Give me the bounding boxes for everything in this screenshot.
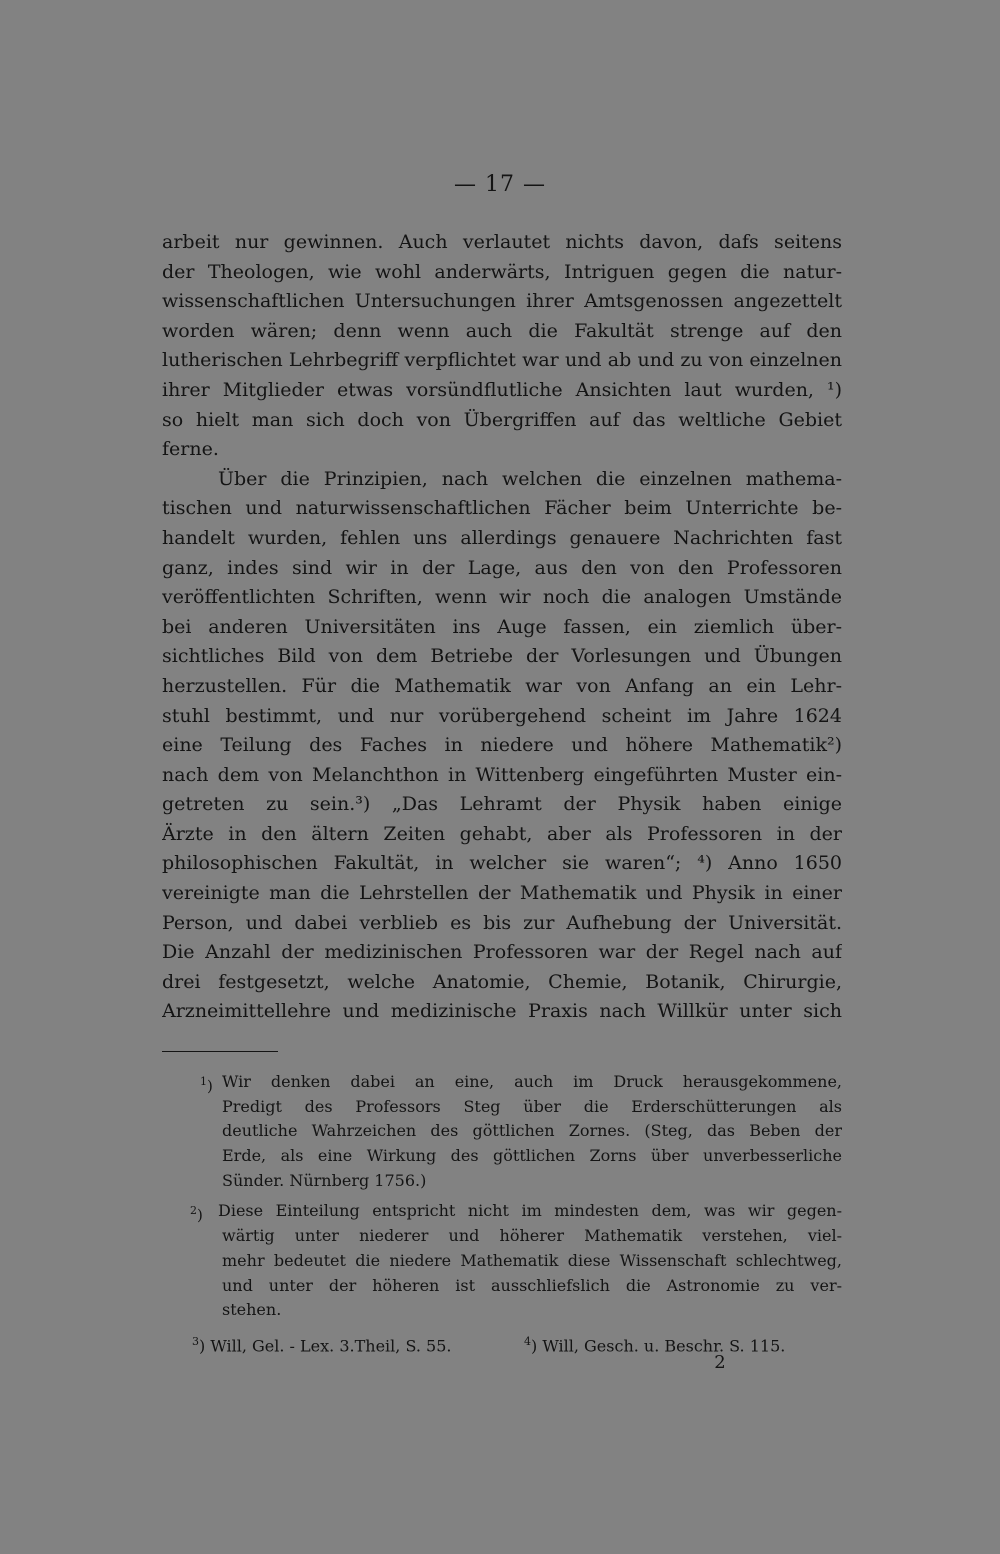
- text-line: Arzneimittellehre und medizinische Praxis nach Willkür unter sich: [162, 1000, 842, 1023]
- text-line: ganz, indes sind wir in der Lage, aus den von den Professoren: [162, 556, 842, 579]
- footnote-line: und unter der höheren ist ausschliefslich die Astronomie zu ver-: [222, 1275, 842, 1295]
- text-line: ferne.: [162, 438, 219, 461]
- text-line: stuhl bestimmt, und nur vorübergehend scheint im Jahre 1624: [162, 704, 842, 727]
- footnote-line: wärtig unter niederer und höherer Mathematik verstehen, viel-: [222, 1226, 842, 1246]
- main-text: [162, 228, 842, 1027]
- text-line: drei festgesetzt, welche Anatomie, Chemie, Botanik, Chirurgie,: [162, 970, 842, 993]
- text-line: ihrer Mitglieder etwas vorsündflutliche Ansichten laut wurden, ¹): [162, 378, 842, 401]
- footnote-2: [162, 1199, 842, 1322]
- text-line: eine Teilung des Faches in niedere und höhere Mathematik²): [162, 734, 842, 757]
- text-line: nach dem von Melanchthon in Wittenberg eingeführten Muster ein-: [162, 763, 842, 786]
- text-line: vereinigte man die Lehrstellen der Mathematik und Physik in einer: [162, 882, 842, 905]
- footnote-line: Sünder. Nürnberg 1756.): [222, 1170, 427, 1190]
- text-line: wissenschaftlichen Untersuchungen ihrer Amtsgenossen angezettelt: [162, 290, 842, 313]
- text-line: der Theologen, wie wohl anderwärts, Intriguen gegen die natur-: [162, 260, 842, 283]
- footnotes: [162, 1070, 842, 1355]
- footnote-line: Predigt des Professors Steg über die Erderschütterungen als: [222, 1096, 842, 1116]
- footnote-marker: $^1$): [200, 1075, 213, 1095]
- footnote-4: $^4$) Will, Gesch. u. Beschr. S. 115.: [524, 1334, 786, 1356]
- text-line: herzustellen. Für die Mathematik war von Anfang an ein Lehr-: [162, 674, 842, 697]
- footnote-line: deutliche Wahrzeichen des göttlichen Zornes. (Steg, das Beben der: [222, 1121, 842, 1141]
- page-number-header: — 17 —: [454, 172, 546, 197]
- footnote-line: Erde, als eine Wirkung des göttlichen Zorns über unverbesserliche: [222, 1146, 842, 1166]
- text-line: bei anderen Universitäten ins Auge fassen, ein ziemlich über-: [162, 615, 842, 638]
- text-line: Die Anzahl der medizinischen Professoren war der Regel nach auf: [162, 941, 842, 964]
- footnote-body: [162, 1070, 842, 1095]
- text-line: veröffentlichten Schriften, wenn wir noch die analogen Umstände: [162, 586, 842, 609]
- footnote-line: Wir denken dabei an eine, auch im Druck herausgekommene,: [222, 1072, 842, 1091]
- footnote-3-text: Will, Gel. - Lex. 3.Theil, S. 55.: [210, 1336, 452, 1356]
- text-line: so hielt man sich doch von Übergriffen auf das weltliche Gebiet: [162, 408, 842, 431]
- text-line: tischen und naturwissenschaftlichen Fächer beim Unterrichte be-: [162, 497, 842, 520]
- signature-mark: 2: [714, 1352, 726, 1373]
- text-line: getreten zu sein.³) „Das Lehramt der Physik haben einige: [162, 793, 842, 816]
- text-line: Über die Prinzipien, nach welchen die einzelnen mathema-: [218, 467, 842, 490]
- footnote-1: [162, 1070, 842, 1193]
- text-line: arbeit nur gewinnen. Auch verlautet nichts davon, dafs seitens: [162, 231, 842, 253]
- text-line: philosophischen Fakultät, in welcher sie waren“; ⁴) Anno 1650: [162, 852, 842, 875]
- footnote-references: [162, 1329, 842, 1355]
- text-line: Ärzte in den ältern Zeiten gehabt, aber als Professoren in der: [162, 822, 842, 845]
- footnote-marker: $^2$): [190, 1204, 203, 1225]
- footnote-3: $^3$) Will, Gel. - Lex. 3.Theil, S. 55.: [192, 1334, 452, 1356]
- footnote-body: [162, 1199, 842, 1224]
- footnote-separator: [162, 1051, 278, 1052]
- footnote-line: mehr bedeutet die niedere Mathematik diese Wissenschaft schlechtweg,: [222, 1250, 842, 1270]
- text-line: handelt wurden, fehlen uns allerdings genauere Nachrichten fast: [162, 526, 842, 549]
- footnote-body-cont: [162, 1095, 842, 1194]
- text-line: Person, und dabei verblieb es bis zur Aufhebung der Universität.: [162, 911, 842, 934]
- text-line: sichtliches Bild von dem Betriebe der Vorlesungen und Übungen: [162, 645, 842, 668]
- footnote-line: stehen.: [222, 1300, 282, 1320]
- text-line: worden wären; denn wenn auch die Fakultät strenge auf den: [162, 319, 842, 342]
- text-line: lutherischen Lehrbegriff verpflichtet war und ab und zu von einzelnen: [162, 349, 842, 372]
- footnote-4-text: Will, Gesch. u. Beschr. S. 115.: [542, 1336, 786, 1356]
- footnote-line: Diese Einteilung entspricht nicht im mindesten dem, was wir gegen-: [218, 1201, 842, 1221]
- footnote-body-cont: [162, 1224, 842, 1323]
